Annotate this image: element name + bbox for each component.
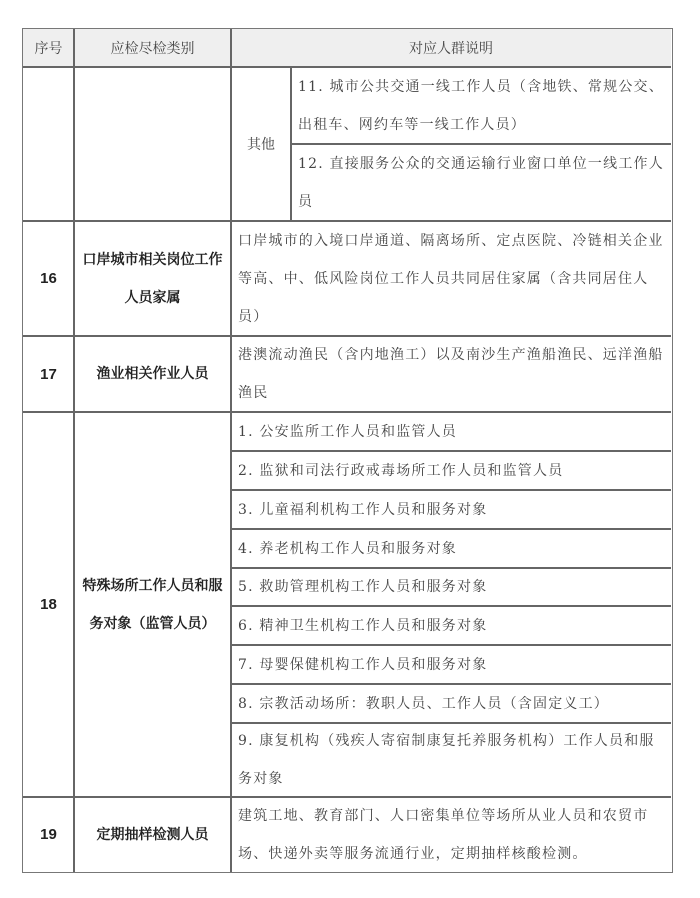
row-18-item-4: 4. 养老机构工作人员和服务对象 [238, 540, 458, 557]
row-divider [230, 722, 671, 724]
column-divider [73, 29, 75, 872]
row-18-item-9: 9. 康复机构（残疾人寄宿制康复托养服务机构）工作人员和服务对象 [238, 733, 655, 787]
row-divider [23, 220, 671, 222]
row-divider [23, 796, 671, 798]
row-18-item-3: 3. 儿童福利机构工作人员和服务对象 [238, 501, 488, 518]
row-17-seq: 17 [40, 365, 57, 383]
row-17-description: 港澳流动渔民（含内地渔工）以及南沙生产渔船渔民、远洋渔船渔民 [238, 347, 664, 401]
row-16-seq: 16 [40, 270, 57, 287]
item-11: 11. 城市公共交通一线工作人员（含地铁、常规公交、出租车、网约车等一线工作人员） [298, 78, 664, 133]
header-seq: 序号 [23, 29, 74, 67]
screening-table [22, 28, 673, 873]
row-18-item-5: 5. 救助管理机构工作人员和服务对象 [238, 579, 488, 595]
row-18-item-8: 8. 宗教活动场所：教职人员、工作人员（含固定义工） [238, 695, 610, 712]
row-divider [290, 143, 671, 145]
row-18-item-1: 1. 公安监所工作人员和监管人员 [238, 423, 458, 440]
row-17-category: 渔业相关作业人员 [96, 366, 209, 382]
row-19-category: 定期抽样检测人员 [96, 826, 209, 843]
header-category: 应检尽检类别 [74, 29, 231, 67]
row-19-description: 建筑工地、教育部门、人口密集单位等场所从业人员和农贸市场、快递外卖等服务流通行业，定期抽样核酸检测。 [238, 807, 649, 862]
row-divider [23, 66, 671, 68]
row-16-category: 口岸城市相关岗位工作人员家属 [82, 251, 223, 306]
row-divider [230, 489, 671, 491]
row-16-description: 口岸城市的入境口岸通道、隔离场所、定点医院、冷链相关企业等高、中、低风险岗位工作人员共同居住家属（含共同居住人员） [238, 232, 664, 325]
row-18-item-7: 7. 母婴保健机构工作人员和服务对象 [238, 656, 488, 673]
row-18-item-6: 6. 精神卫生机构工作人员和服务对象 [238, 617, 488, 634]
row-divider [230, 683, 671, 685]
row-divider [230, 528, 671, 530]
row-divider [230, 567, 671, 569]
row-divider [230, 450, 671, 452]
row-divider [230, 605, 671, 607]
item-12: 12. 直接服务公众的交通运输行业窗口单位一线工作人员 [298, 155, 664, 210]
row-18-seq: 18 [40, 596, 57, 613]
row-divider [230, 644, 671, 646]
row-19-seq: 19 [40, 826, 57, 843]
subcategory-other: 其他 [247, 137, 275, 153]
row-divider [23, 411, 671, 413]
row-18-category: 特殊场所工作人员和服务对象（监管人员） [82, 577, 223, 632]
header-description: 对应人群说明 [231, 29, 671, 67]
row-divider [23, 335, 671, 337]
row-18-item-2: 2. 监狱和司法行政戒毒场所工作人员和监管人员 [238, 462, 564, 479]
